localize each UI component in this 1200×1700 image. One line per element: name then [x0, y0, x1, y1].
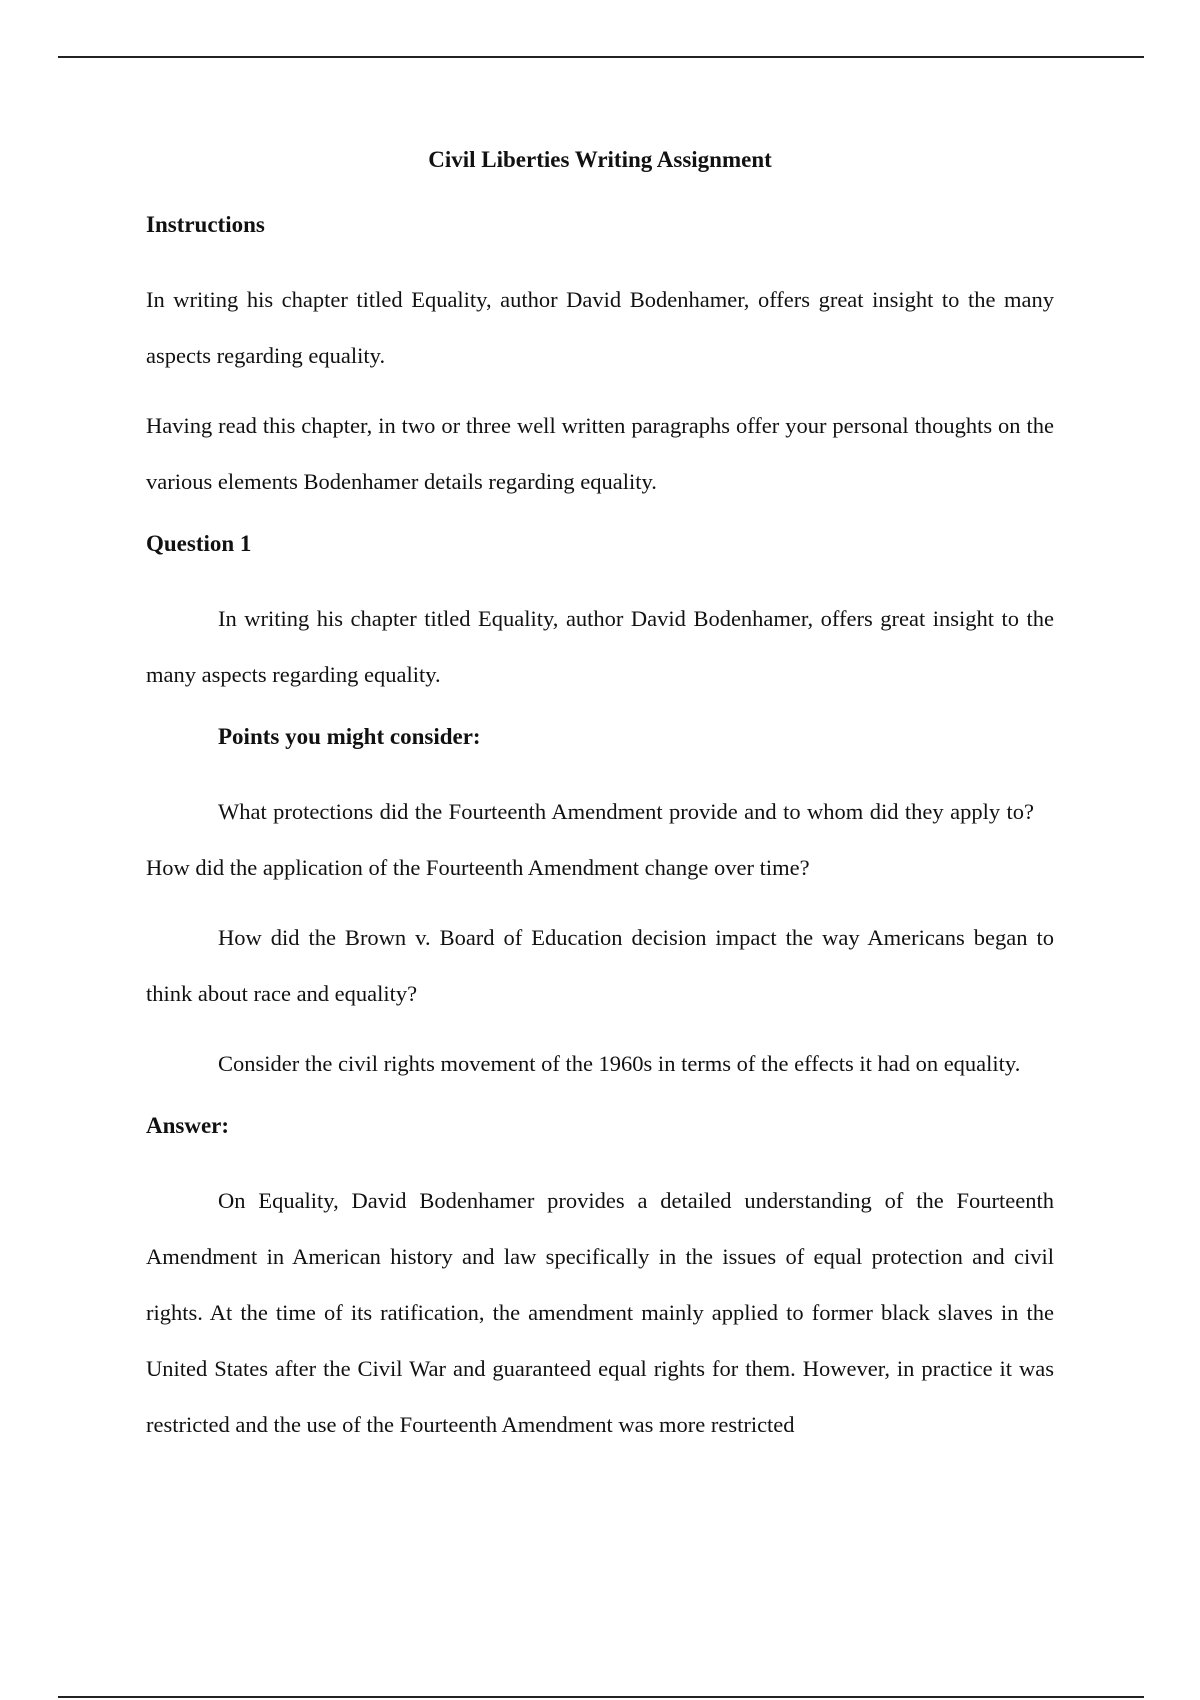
- point-paragraph: [146, 784, 1054, 896]
- answer-paragraph: On Equality, David Bodenhamer provides a detailed understanding of the Fourteenth Amendment in American history and law specifically in the issues of equal protection and civil rights. At the time of its ratification, the amendment mainly applied to former black slaves in the United States after the Civil War and guaranteed equal rights for them. However, in practice it was restricted and the use of the Fourteenth Amendment was more restricted: [146, 1188, 1054, 1437]
- answer-heading: Answer:: [146, 1113, 230, 1138]
- point-text: How did the application of the Fourteenth Amendment change over time?: [146, 855, 810, 880]
- document-body: [146, 140, 1054, 1467]
- instructions-heading: Instructions: [146, 212, 265, 237]
- instructions-paragraph: In writing his chapter titled Equality, author David Bodenhamer, offers great insight to the many aspects regarding equality.: [146, 287, 1054, 368]
- bottom-rule: [58, 1696, 1144, 1698]
- point-paragraph: How did the Brown v. Board of Education decision impact the way Americans began to think about race and equality?: [146, 925, 1054, 1006]
- document-title: Civil Liberties Writing Assignment: [428, 147, 772, 172]
- question-1-prompt: In writing his chapter titled Equality, author David Bodenhamer, offers great insight to the many aspects regarding equality.: [146, 606, 1054, 687]
- point-paragraph: Consider the civil rights movement of the 1960s in terms of the effects it had on equality.: [218, 1051, 1021, 1076]
- instructions-paragraph: Having read this chapter, in two or three well written paragraphs offer your personal thoughts on the various elements Bodenhamer details regarding equality.: [146, 413, 1054, 494]
- point-text: What protections did the Fourteenth Amendment provide and to whom did they apply to?: [218, 799, 1034, 824]
- top-rule: [58, 56, 1144, 58]
- points-heading: Points you might consider:: [218, 724, 481, 749]
- question-1-heading: Question 1: [146, 531, 252, 556]
